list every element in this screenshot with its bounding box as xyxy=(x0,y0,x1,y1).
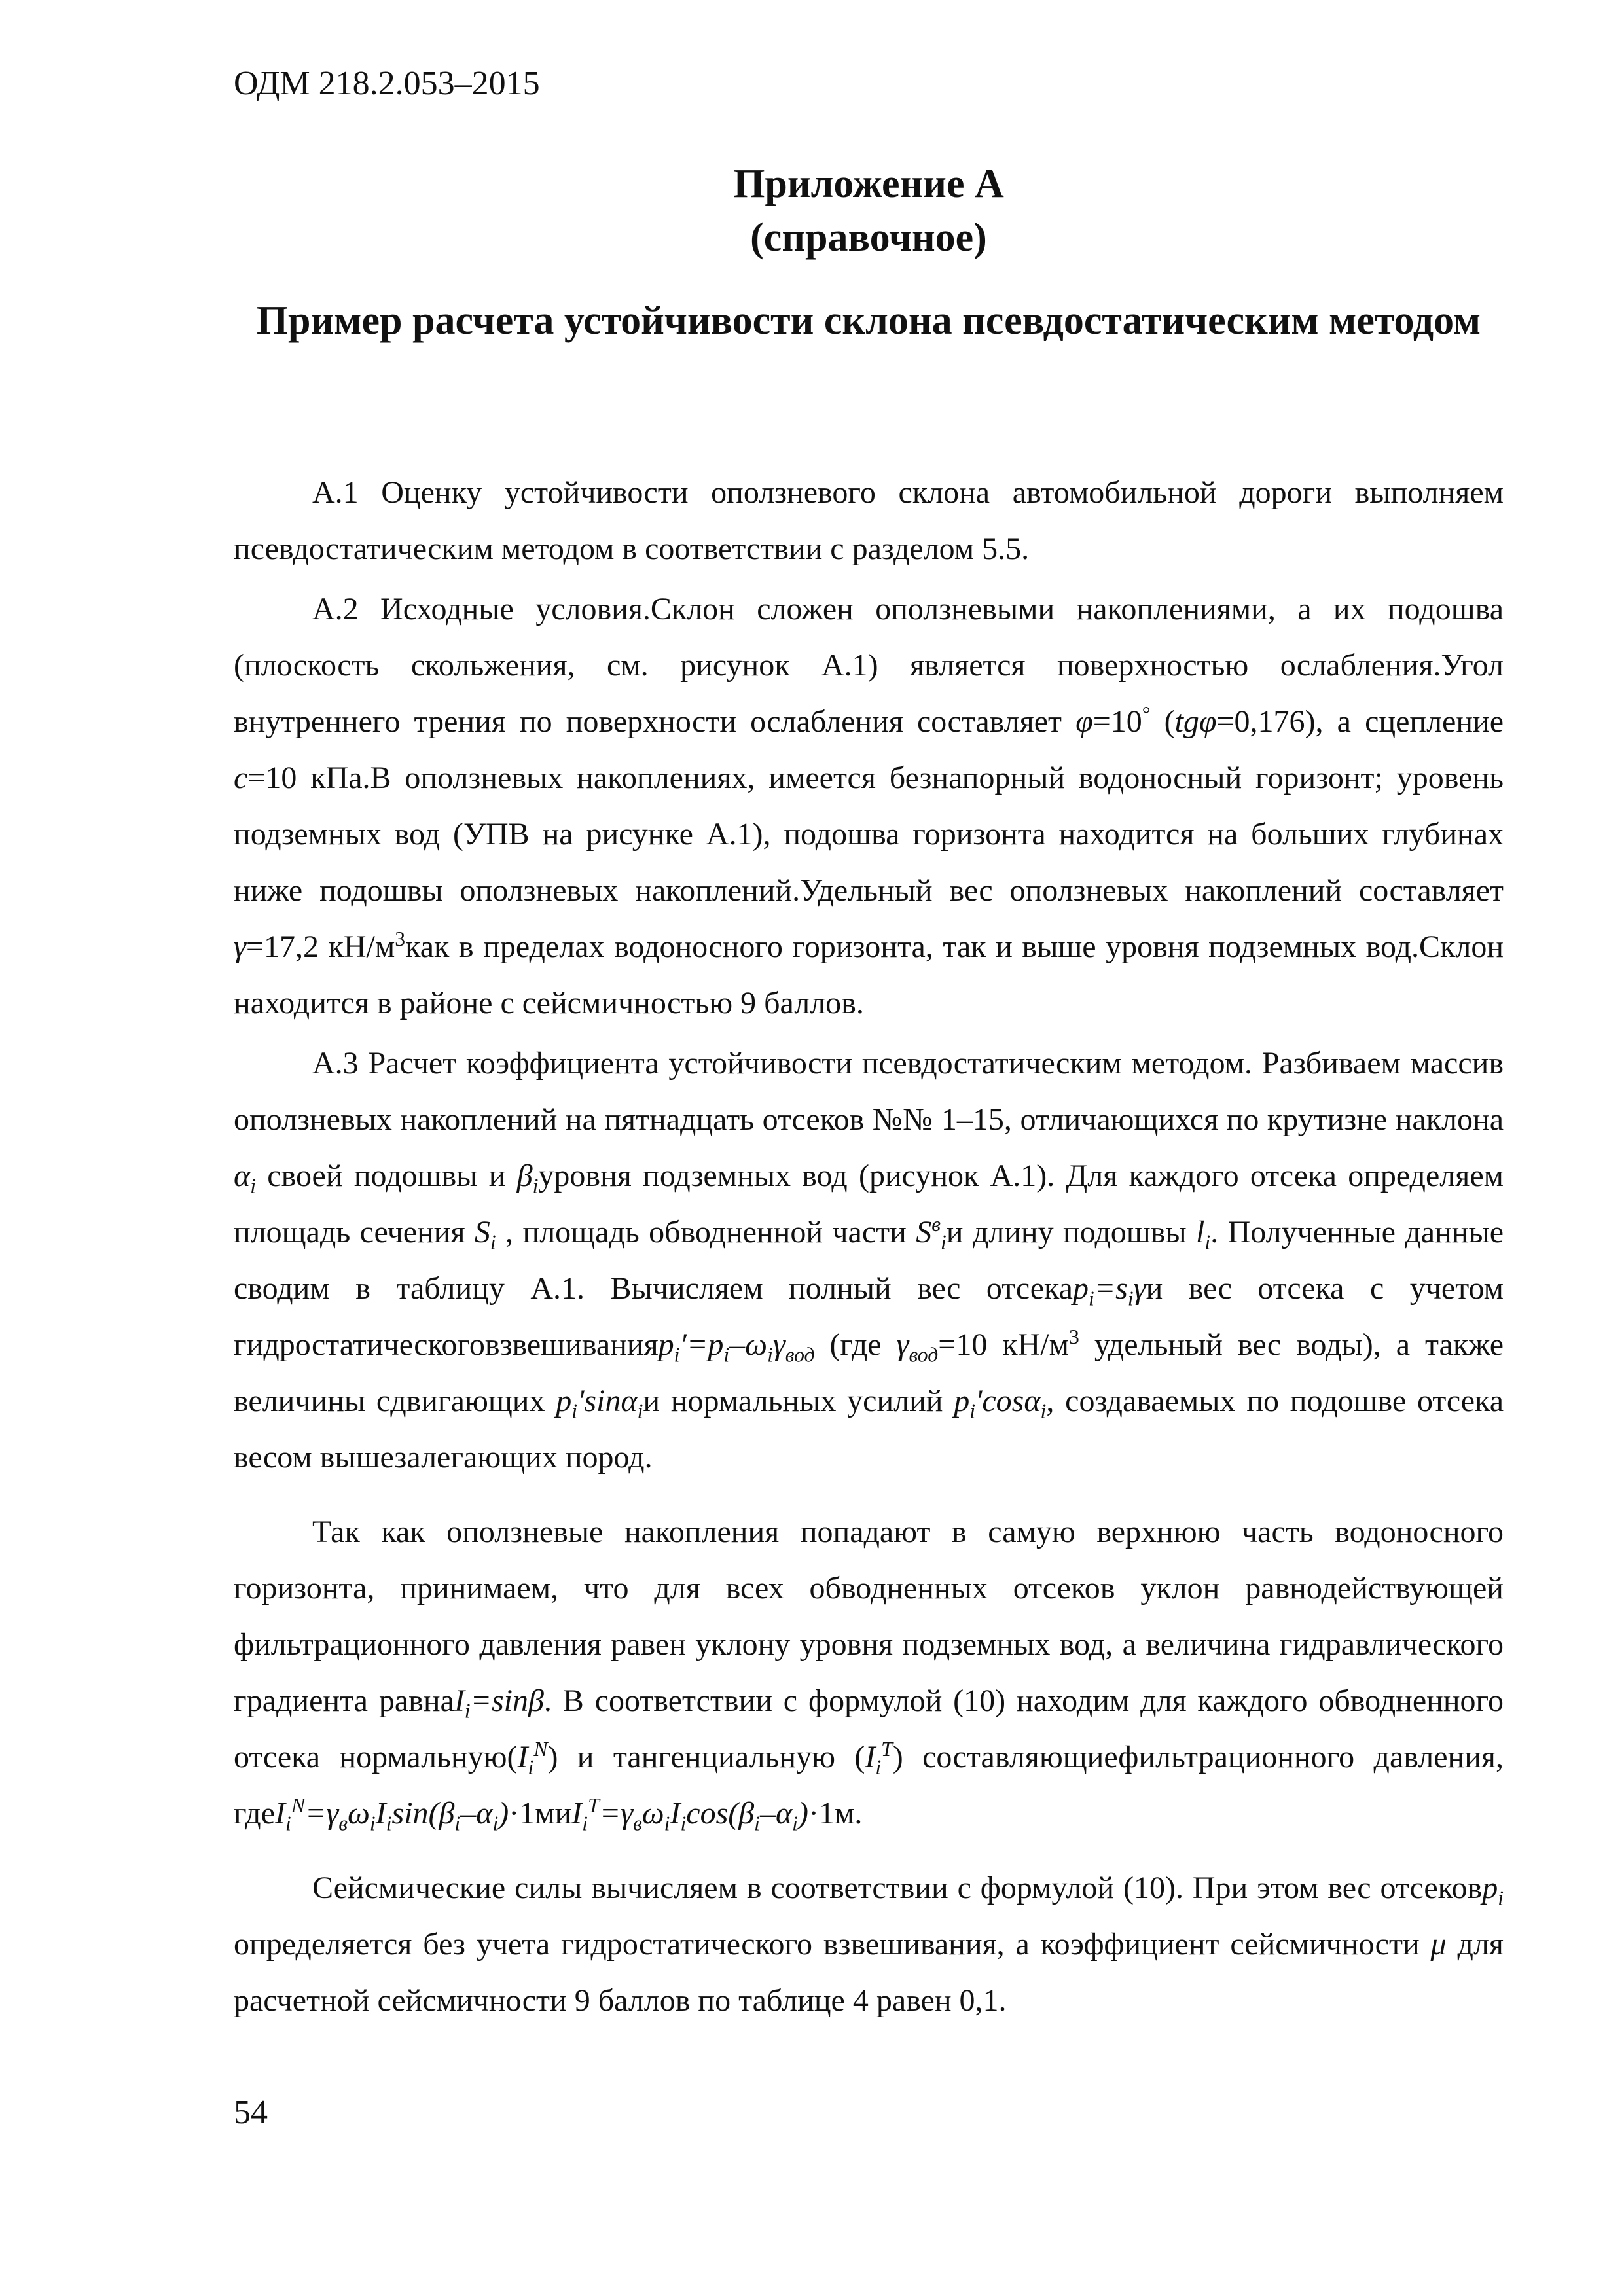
close-paren: ) xyxy=(498,1796,509,1831)
index-i: i xyxy=(969,1399,976,1423)
a2-text: =10 кПа.В оползневых накоплениях, имеется безнапорный водоносный горизонт; уровень подземных вод (УПВ на рисунке А.1), подошва горизонта находится на больших глубинах ниже подошвы оползневых накоплений.Удельный вес оползневых накоплений составляет xyxy=(234,761,1504,908)
index-i: i xyxy=(582,1812,588,1835)
close-paren: ) xyxy=(797,1796,808,1831)
mu-symbol: μ xyxy=(1430,1927,1447,1962)
a3-text: и нормальных усилий xyxy=(643,1384,954,1418)
cos-term: cos(β xyxy=(686,1796,755,1831)
equals-sign: = xyxy=(599,1796,621,1831)
index-t: T xyxy=(588,1794,600,1817)
tg-phi: tgφ xyxy=(1174,704,1217,739)
index-i: i xyxy=(454,1812,461,1835)
paragraph-a3 xyxy=(234,1035,1504,1486)
weight-symbol: p xyxy=(556,1384,572,1418)
body-text xyxy=(234,465,1504,2033)
p4-text: ) составляющиефильтрационного давления, где xyxy=(234,1740,1504,1831)
gradient-symbol: I xyxy=(454,1683,465,1718)
page-title: Пример расчета устойчивости склона псевдостатическим методом xyxy=(256,298,1481,343)
alpha-symbol: α xyxy=(234,1158,251,1193)
gradient-symbol: I xyxy=(517,1740,528,1774)
document-code: ОДМ 218.2.053–2015 xyxy=(234,65,540,102)
omega-symbol: ω xyxy=(348,1796,370,1831)
gradient-symbol: I xyxy=(670,1796,681,1831)
index-v: в xyxy=(633,1812,642,1835)
index-i: i xyxy=(754,1812,760,1835)
index-v: в xyxy=(338,1812,348,1835)
a3-text: А.3 Расчет коэффициента устойчивости псевдостатическим методом. Разбиваем массив оползневых накоплений на пятнадцать отсеков №№ 1–15, отличающихся по крутизне наклона xyxy=(234,1046,1504,1137)
cos-term: 'cosα xyxy=(975,1384,1041,1418)
equals-sign: = xyxy=(304,1796,327,1831)
index-i: i xyxy=(490,1230,496,1254)
index-i: i xyxy=(767,1343,773,1367)
index-i: i xyxy=(369,1812,376,1835)
index-i: i xyxy=(386,1812,392,1835)
gamma-symbol: γ xyxy=(772,1327,785,1362)
phi-symbol: φ xyxy=(1075,704,1093,739)
minus-alpha: –α xyxy=(759,1796,793,1831)
index-vod: вод xyxy=(909,1343,939,1367)
cube-mark: 3 xyxy=(1069,1325,1079,1348)
weight-symbol: p xyxy=(708,1327,724,1362)
p5-text: Сейсмические силы вычисляем в соответствии с формулой (10). При этом вес отсеков xyxy=(312,1871,1483,1905)
sin-term: sin(β xyxy=(391,1796,455,1831)
minus-alpha: –α xyxy=(460,1796,493,1831)
index-i: i xyxy=(285,1812,291,1835)
a3-text: (где xyxy=(814,1327,897,1362)
gradient-symbol: I xyxy=(375,1796,386,1831)
gamma-symbol: γ xyxy=(326,1796,339,1831)
a3-text: , площадь обводненной части xyxy=(496,1215,916,1249)
index-i: i xyxy=(1127,1287,1134,1310)
a3-text: =10 кН/м xyxy=(938,1327,1069,1362)
index-i: i xyxy=(532,1174,539,1198)
wet-area-symbol: S xyxy=(916,1215,932,1249)
index-vod: вод xyxy=(785,1343,815,1367)
gamma-symbol: γ xyxy=(234,929,246,964)
index-i: i xyxy=(1040,1399,1047,1423)
prime-equals: ′= xyxy=(679,1327,708,1362)
sin-term: 'sinα xyxy=(577,1384,638,1418)
index-i: i xyxy=(664,1812,670,1835)
p4-text: Так как оползневые накопления попадают в самую верхнюю часть водоносного горизонта, принимаем, что для всех обводненных отсеков уклон равнодействующей фильтрационного давления равен уклону уровня подземных вод, а величина гидравлического градиента равна xyxy=(234,1515,1504,1718)
a2-text: ( xyxy=(1150,704,1175,739)
beta-symbol: β xyxy=(516,1158,533,1193)
p5-text: определяется без учета гидростатического взвешивания, а коэффициент сейсмичности xyxy=(234,1927,1431,1962)
a3-text: удельный вес воды), а также величины сдвигающих xyxy=(234,1327,1504,1418)
index-i: i xyxy=(250,1174,257,1198)
p4-text: . В соответствии с формулой (10) находим для каждого обводненного отсека нормальную( xyxy=(234,1683,1504,1774)
omega-symbol: ω xyxy=(745,1327,768,1362)
paragraph-seismic xyxy=(234,1860,1504,2029)
index-i: i xyxy=(792,1812,798,1835)
a3-text: , создаваемых по подошве отсека весом вышезалегающих пород. xyxy=(234,1384,1504,1475)
gradient-symbol: I xyxy=(865,1740,876,1774)
p5-text: для расчетной сейсмичности 9 баллов по таблице 4 равен 0,1. xyxy=(234,1927,1504,2018)
index-i: i xyxy=(571,1399,578,1423)
index-i: i xyxy=(875,1755,882,1779)
index-i: i xyxy=(528,1755,534,1779)
appendix-heading xyxy=(234,157,1504,264)
minus-sign: – xyxy=(729,1327,746,1362)
p4-text: ·1ми xyxy=(509,1796,572,1831)
a2-text: А.2 Исходные условия.Склон сложен оползневыми накоплениями, а их подошва (плоскость скольжения, см. рисунок А.1) является поверхностью ослабления.Угол внутреннего трения по поверхности ослабления составляет xyxy=(234,592,1504,739)
degree-mark: ° xyxy=(1142,702,1151,725)
a3-text: своей подошвы и xyxy=(256,1158,517,1193)
cohesion-symbol: c xyxy=(234,761,248,795)
a3-text: . Полученные данные сводим в таблицу А.1. Вычисляем полный вес отсека xyxy=(234,1215,1504,1306)
s-symbol: s xyxy=(1115,1271,1128,1306)
index-i: i xyxy=(723,1343,730,1367)
length-symbol: l xyxy=(1196,1215,1205,1249)
index-n: N xyxy=(533,1738,548,1761)
weight-symbol: p xyxy=(658,1327,674,1362)
omega-symbol: ω xyxy=(641,1796,664,1831)
index-i: i xyxy=(940,1230,947,1254)
weight-symbol: p xyxy=(1482,1871,1498,1905)
sin-beta: sinβ xyxy=(492,1683,544,1718)
paragraph-a1 xyxy=(234,465,1504,577)
weight-symbol: p xyxy=(954,1384,970,1418)
a3-text: уровня подземных вод (рисунок А.1). Для каждого отсека определяем площадь сечения xyxy=(234,1158,1504,1249)
equals-sign: = xyxy=(1094,1271,1116,1306)
a1-text: А.1 Оценку устойчивости оползневого склона автомобильной дороги выполняем псевдостатическим методом в соответствии с разделом 5.5. xyxy=(234,475,1504,566)
index-n: N xyxy=(291,1794,305,1817)
a2-text: =17,2 кН/м xyxy=(245,929,395,964)
paragraph-a2 xyxy=(234,581,1504,1031)
area-symbol: S xyxy=(474,1215,490,1249)
a3-text: и вес отсека с учетом гидростатическоговзвешивания xyxy=(234,1271,1504,1362)
a2-text: как в пределах водоносного горизонта, так и выше уровня подземных вод.Склон находится в районе с сейсмичностью 9 баллов. xyxy=(234,929,1504,1020)
index-t: T xyxy=(881,1738,893,1761)
equals-sign: = xyxy=(470,1683,492,1718)
a2-text: =0,176), а сцепление xyxy=(1216,704,1504,739)
gamma-symbol: γ xyxy=(1133,1271,1146,1306)
weight-symbol: p xyxy=(1072,1271,1089,1306)
index-i: i xyxy=(492,1812,499,1835)
cube-mark: 3 xyxy=(395,927,406,950)
index-i: i xyxy=(1204,1230,1211,1254)
appendix-type: (справочное) xyxy=(750,215,987,260)
p4-text: ·1м. xyxy=(808,1796,863,1831)
page-number: 54 xyxy=(234,2094,268,2131)
a2-text: =10 xyxy=(1092,704,1142,739)
appendix-title: Приложение А xyxy=(733,162,1004,206)
index-i: i xyxy=(1088,1287,1094,1310)
gradient-symbol: I xyxy=(275,1796,286,1831)
paragraph-filtration xyxy=(234,1504,1504,1842)
gradient-symbol: I xyxy=(571,1796,583,1831)
index-i: i xyxy=(464,1699,471,1723)
a3-text: и длину подошвы xyxy=(946,1215,1197,1249)
gamma-symbol: γ xyxy=(621,1796,634,1831)
index-i: i xyxy=(680,1812,687,1835)
gamma-symbol: γ xyxy=(896,1327,909,1362)
index-i: i xyxy=(674,1343,680,1367)
p4-text: ) и тангенциальную ( xyxy=(547,1740,865,1774)
index-i: i xyxy=(1498,1886,1504,1910)
index-v: в xyxy=(931,1213,941,1236)
index-i: i xyxy=(637,1399,643,1423)
